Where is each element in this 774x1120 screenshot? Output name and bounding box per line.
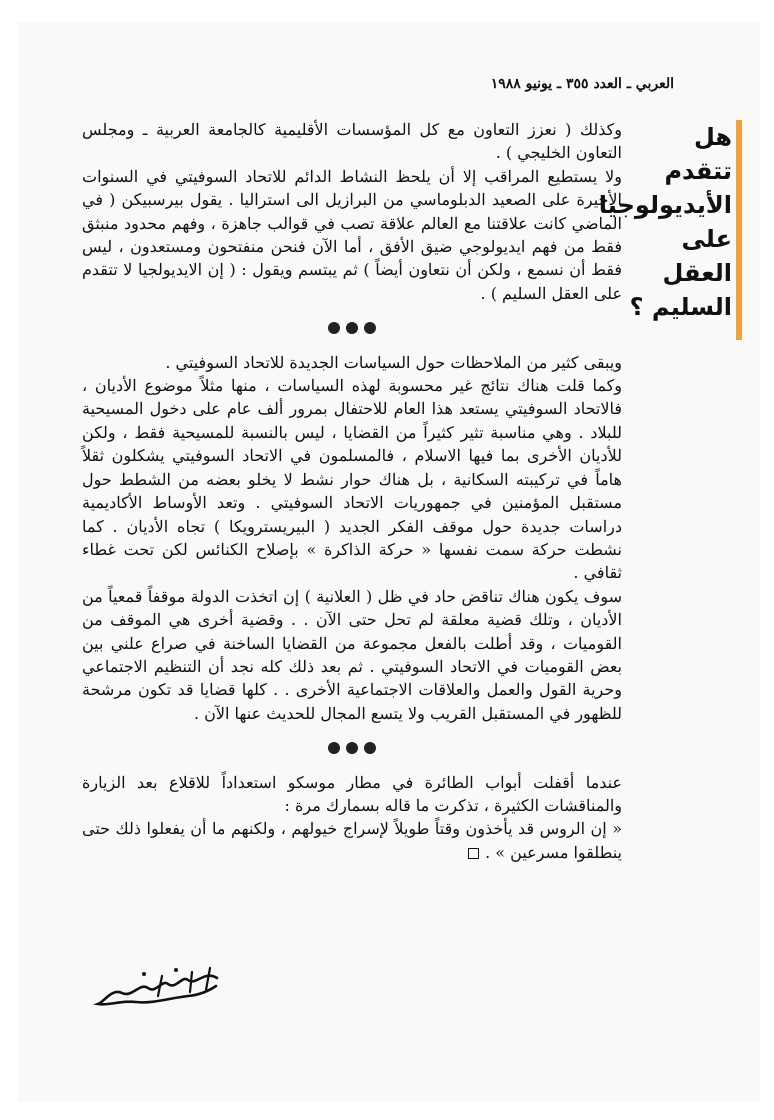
article-title: [598, 120, 732, 324]
signature-scribble-icon: [92, 960, 222, 1020]
title-line: الأيديولوجيا: [598, 191, 732, 219]
paragraph: عندما أقفلت أبواب الطائرة في مطار موسكو استعداداً للاقلاع بعد الزيارة والمناقشات الكثيرة ، تذكرت ما قاله بسمارك مرة :: [82, 772, 622, 815]
title-line: السليم ؟: [629, 293, 732, 321]
paragraph: وكذلك ( نعزز التعاون مع كل المؤسسات الأقليمية كالجامعة العربية ـ ومجلس التعاون الخليجي ) .: [82, 120, 622, 163]
paragraph: سوف يكون هناك تناقض حاد في ظل ( العلانية ) إن اتخذت الدولة موقفاً قمعياً من الأديان ، وتلك قضية معلقة لم تحل حتى الآن . . وقضية أخرى هي الموقف من القوميات ، وقد أطلت بالفعل مجموعة من القضايا الساخنة في صراع علني بين بعض القوميات في الاتحاد السوفيتي . ثم بعد ذلك كله نجد أن التنظيم الاجتماعي وحرية القول والعمل والعلاقات الاجتماعية الأخرى . . كلها قضايا قد تكون مرشحة للظهور في المستقبل القريب ولا يتسع المجال للحديث عنها الآن .: [82, 586, 622, 723]
paragraph: ولا يستطيع المراقب إلا أن يلحظ النشاط الدائم للاتحاد السوفيتي في السنوات الأخيرة على الصعيد الدبلوماسي من البرازيل الى استراليا . يقول بيرسبيكن ( في الماضي كانت علاقتنا مع العالم علاقة تصب في قوالب جاهزة ، وفهم محدود منبثق فقط من فهم ايديولوجي ضيق الأفق ، أما الآن فنحن منفتحون ومستعدون ، ليس فقط أن نسمع ، ولكن أن نتعاون أيضاً ) ثم يبتسم ويقول : ( إن الايديولجيا لا تتقدم على العقل السليم ) .: [82, 166, 623, 303]
divider-dot-icon: [364, 742, 376, 754]
title-line: العقل: [662, 259, 732, 287]
end-square-icon: [468, 848, 479, 859]
divider-dot-icon: [346, 742, 358, 754]
author-signature: [92, 960, 222, 1020]
divider-dot-icon: [328, 322, 340, 334]
article-body: [82, 118, 622, 864]
quote-paragraph: [82, 817, 622, 864]
paragraph: ويبقى كثير من الملاحظات حول السياسات الجديدة للاتحاد السوفيتي .: [165, 352, 622, 372]
title-line: على: [681, 225, 732, 253]
divider-dot-icon: [346, 322, 358, 334]
sidebar-accent-bar: [736, 120, 742, 340]
sidebar-title-box: [598, 120, 742, 340]
divider-dot-icon: [328, 742, 340, 754]
bismarck-quote: « إن الروس قد يأخذون وقتاً طويلاً لإسراج خيولهم ، ولكنهم ما أن يفعلوا ذلك حتى ينطلقوا مسرعين » .: [82, 819, 622, 862]
title-line: تتقدم: [664, 157, 732, 185]
paragraph: وكما قلت هناك نتائج غير محسوبة لهذه السياسات ، منها مثلاً موضوع الأديان ، فالاتحاد السوفيتي يستعد هذا العام للاحتفال بمرور ألف عام على دخول المسيحية للبلاد . وهي مناسبة تثير كثيراً من القضايا ، ليس بالنسبة للمسيحية فقط ، ولكن للأديان الأخرى بما فيها الاسلام ، فالمسلمون في الاتحاد السوفيتي يشكلون ثقلاً هاماً في تركيبته السكانية ، بل هناك حوار نشط لا يخلو بعضه من الشطط حول مستقبل المؤمنين في جمهوريات الاتحاد السوفيتي . وتعد الأوساط الأكاديمية دراسات جديدة حول موقف الفكر الجديد ( البيريسترويكا ) تجاه الأديان . كما نشطت حركة سمت نفسها « حركة الذاكرة » بإصلاح الكنائس لكن تحت غطاء ثقافي .: [82, 376, 623, 583]
title-line: هل: [693, 123, 732, 151]
section-divider: [82, 737, 622, 760]
divider-dot-icon: [364, 322, 376, 334]
section-divider: [82, 317, 622, 340]
issue-header: العربي ـ العدد ٣٥٥ ـ يونيو ١٩٨٨: [490, 76, 674, 92]
